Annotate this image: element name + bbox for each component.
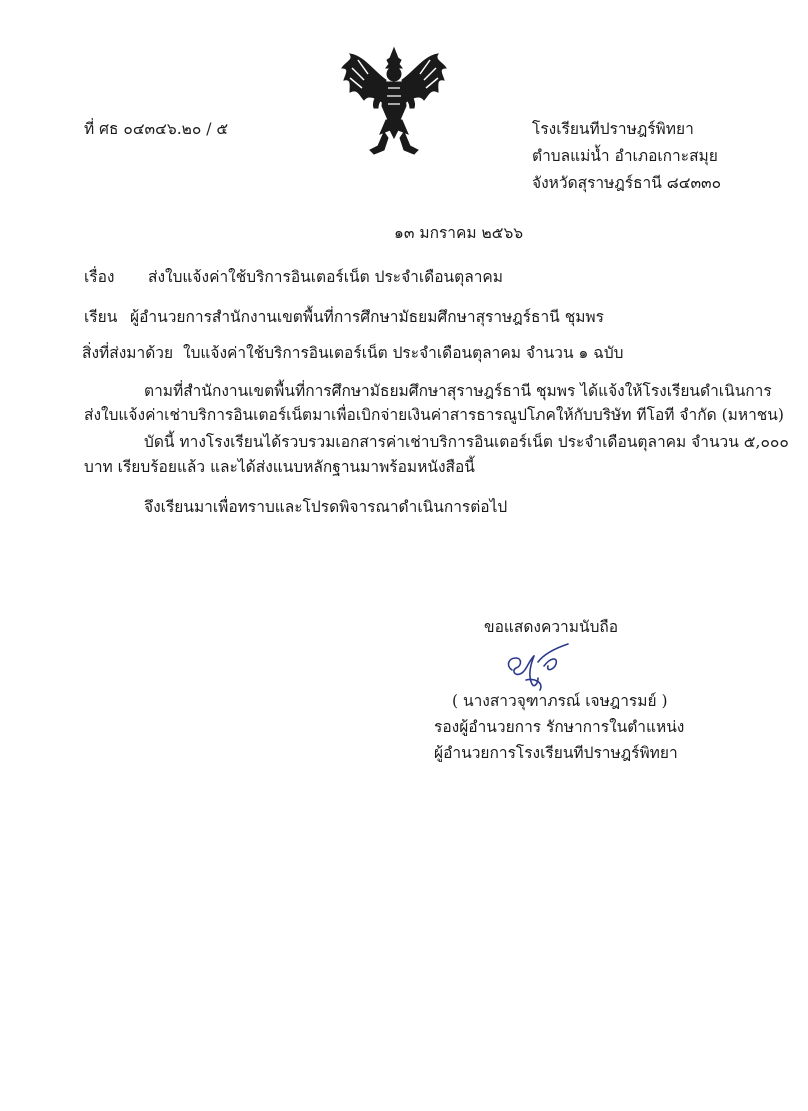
attachment-label: สิ่งที่ส่งมาด้วย — [82, 344, 174, 362]
body-line-3: บัดนี้ ทางโรงเรียนได้รวบรวมเอกสารค่าเช่าบริการอินเตอร์เน็ต ประจำเดือนตุลาคม จำนวน ๕,๐๐๐ — [144, 433, 789, 451]
attachment-text: ใบแจ้งค่าใช้บริการอินเตอร์เน็ต ประจำเดือนตุลาคม จำนวน ๑ ฉบับ — [183, 344, 624, 362]
signer-position-1: รองผู้อำนวยการ รักษาการในตำแหน่ง — [434, 718, 685, 736]
recipient-text: ผู้อำนวยการสำนักงานเขตพื้นที่การศึกษามัธยมศึกษาสุราษฎร์ธานี ชุมพร — [130, 308, 604, 326]
sender-province: จังหวัดสุราษฎร์ธานี ๘๔๓๓๐ — [532, 174, 722, 192]
complimentary-close: ขอแสดงความนับถือ — [484, 618, 619, 636]
subject-text: ส่งใบแจ้งค่าใช้บริการอินเตอร์เน็ต ประจำเดือนตุลาคม — [148, 268, 504, 286]
subject-label: เรื่อง — [84, 268, 115, 286]
closing-sentence: จึงเรียนมาเพื่อทราบและโปรดพิจารณาดำเนินการต่อไป — [144, 498, 508, 516]
sender-district: ตำบลแม่น้ำ อำเภอเกาะสมุย — [532, 147, 718, 165]
handwritten-signature-icon — [500, 640, 580, 692]
body-line-2: ส่งใบแจ้งค่าเช่าบริการอินเตอร์เน็ตมาเพื่อเบิกจ่ายเงินค่าสารธารณูปโภคให้กับบริษัท ทีโอที จำกัด (มหาชน) — [84, 406, 784, 424]
body-line-4: บาท เรียบร้อยแล้ว และได้ส่งแนบหลักฐานมาพร้อมหนังสือนี้ — [84, 458, 475, 476]
reference-number: ที่ ศธ ๐๔๓๔๖.๒๐ / ๕ — [84, 120, 229, 138]
letter-date: ๑๓ มกราคม ๒๕๖๖ — [394, 224, 524, 242]
garuda-emblem-icon — [338, 46, 450, 158]
recipient-label: เรียน — [84, 308, 118, 326]
body-line-1: ตามที่สำนักงานเขตพื้นที่การศึกษามัธยมศึกษาสุราษฎร์ธานี ชุมพร ได้แจ้งให้โรงเรียนดำเนินการ — [144, 382, 772, 400]
signer-position-2: ผู้อำนวยการโรงเรียนทีปราษฎร์พิทยา — [434, 744, 678, 762]
signer-name: ( นางสาวจุฑาภรณ์ เจษฎารมย์ ) — [452, 692, 668, 710]
sender-school-name: โรงเรียนทีปราษฎร์พิทยา — [532, 120, 694, 138]
